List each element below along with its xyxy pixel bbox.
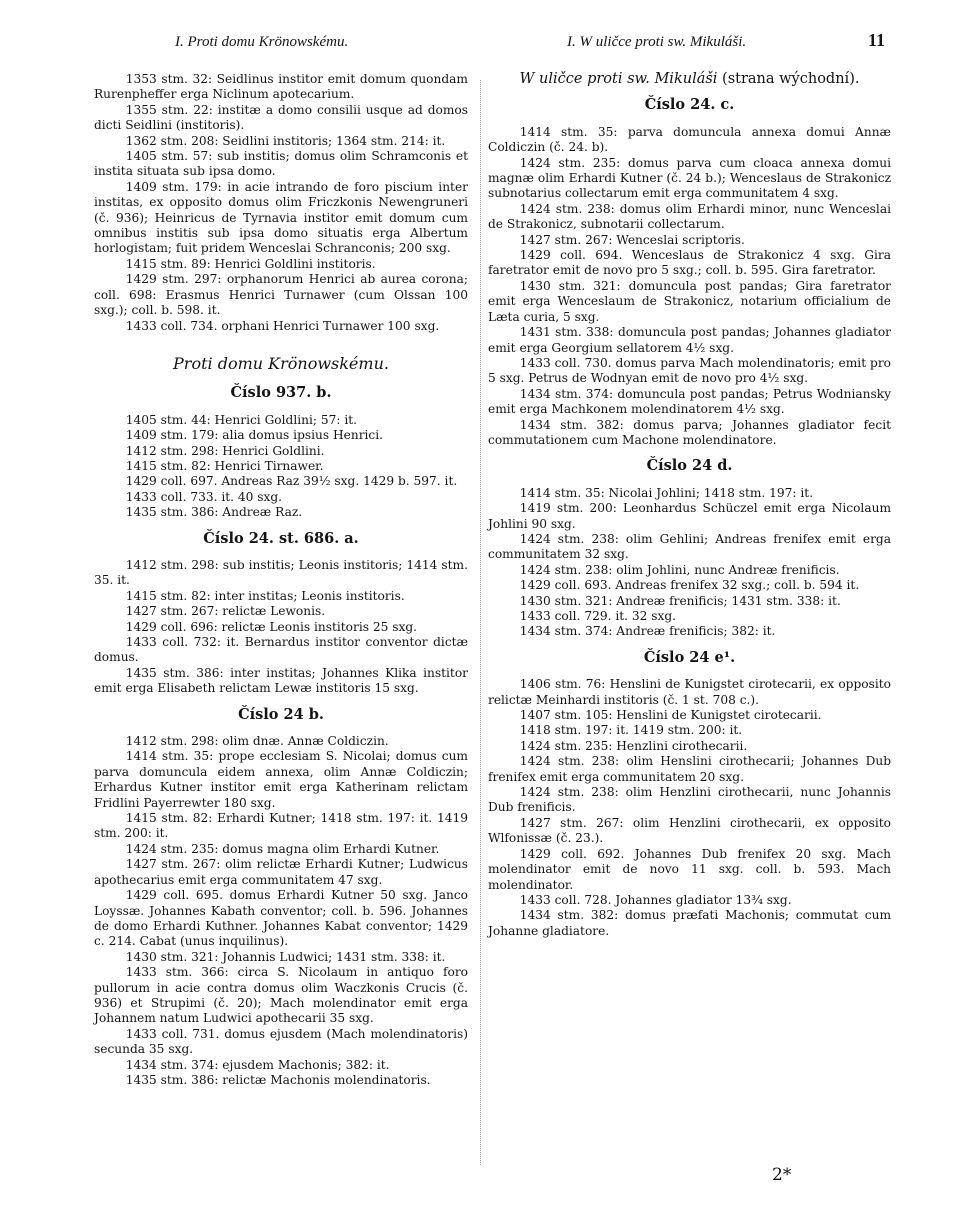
entry: 1434 stm. 382: domus parva; Johannes gladiator fecit commutationem cum Machone molendinatore.	[488, 417, 891, 447]
entry: 1412 stm. 298: Henrici Goldlini.	[125, 443, 325, 458]
entry: 1409 stm. 179: alia domus ipsius Henrici.	[125, 428, 384, 443]
entry: 1434 stm. 382: domus præfati Machonis; commutat cum Johanne gladiatore.	[488, 908, 891, 938]
page-header	[0, 30, 960, 54]
entry: 1419 stm. 200: Leonhardus Schüczel emit erga Nicolaum Johlini 90 sxg.	[488, 501, 891, 531]
entry: 1414 stm. 35: parva domuncula annexa domui Annæ Coldiczin (č. 24. b).	[488, 124, 891, 155]
section-24e1	[488, 650, 891, 939]
entry: 1424 stm. 238: olim Gehlini; Andreas frenifex emit erga communitatem 32 sxg.	[488, 531, 891, 562]
entry: 1434 stm. 374: Andreæ frenificis; 382: it.	[519, 624, 776, 639]
section-heading: Číslo 24 d.	[646, 457, 733, 475]
entry: 1429 coll. 696: relictæ Leonis institoris 25 sxg.	[125, 619, 418, 634]
entry: 1424 stm. 238: domus olim Erhardi minor, nunc Wenceslai de Strakonicz, subnotarii collectarum.	[488, 201, 891, 232]
entry: 1414 stm. 35: prope ecclesiam S. Nicolai; domus cum parva domuncula eidem annexa, olim Annæ Coldiczin; Erhardus Kutner institor emit erga Katherinam relictam Fridlini Payerrewter 180 sxg.	[94, 749, 468, 810]
entry: 1424 stm. 238: olim Johlini, nunc Andreæ frenificis.	[519, 562, 840, 577]
entry: 1415 stm. 82: Henrici Tirnawer.	[125, 458, 324, 473]
entry: 1427 stm. 267: olim Henzlini cirothecarii, ex opposito Wlfonissæ (č. 23.).	[488, 815, 891, 846]
entry: 1405 stm. 57: sub institis; domus olim Schramconis et instita situata sub ipsa domo.	[94, 149, 468, 179]
entry: 1409 stm. 179: in acie intrando de foro piscium inter institas, ex opposito domus olim Friczkonis Newengruneri (č. 936); Heinricus de Tyrnavia institor emit domum cum omnibus institis sub ipsa domo situatis erga Albertum horlogistam; fuit pridem Wenceslai Schranconis; 200 sxg.	[94, 179, 468, 256]
section-heading: Číslo 24 b.	[238, 705, 324, 723]
signature-mark: 2*	[772, 1165, 792, 1185]
entry: 1430 stm. 321: Johannis Ludwici; 1431 stm. 338: it.	[125, 949, 446, 964]
section-heading: Číslo 24 e¹.	[643, 648, 736, 666]
running-head-left: I. Proti domu Krönowskému.	[175, 34, 349, 50]
running-head-right: I. W uličce proti sw. Mikuláši.	[567, 34, 747, 50]
entry: 1353 stm. 32: Seidlinus institor emit domum quondam Rurenpheffer erga Niclinum apotecarium.	[94, 72, 468, 102]
column-divider	[480, 80, 481, 1165]
entry: 1429 coll. 695. domus Erhardi Kutner 50 sxg. Janco Loyssæ. Johannes Kabath conventor; coll. b. 596. Johannes de domo Erhardi Kuthner. Johannes Kabat conventor; 1429 c. 214. Cabat (unus inquilinus).	[94, 888, 468, 949]
entry: 1433 coll. 732: it. Bernardus institor conventor dictæ domus.	[94, 635, 468, 665]
entry: 1433 coll. 730. domus parva Mach molendinatoris; emit pro 5 sxg. Petrus de Wodnyan emit de novo pro 4½ sxg.	[488, 355, 891, 386]
entry: 1427 stm. 267: olim relictæ Erhardi Kutner; Ludwicus apothecarius emit erga communitatem 47 sxg.	[94, 857, 468, 887]
entry: 1412 stm. 298: olim dnæ. Annæ Coldiczin.	[125, 734, 389, 749]
entry: 1429 coll. 694. Wenceslaus de Strakonicz 4 sxg. Gira faretrator emit de novo pro 5 sxg.; coll. b. 595. Gira faretrator.	[488, 248, 891, 278]
entry: 1405 stm. 44: Henrici Goldlini; 57: it.	[125, 412, 358, 427]
entry: 1433 stm. 366: circa S. Nicolaum in antiquo foro pullorum in acie contra domus olim Waczkonis Crucis (č. 936) et Strupimi (č. 20); Mach molendinator emit erga Johannem natum Ludwici apothecarii 35 sxg.	[94, 965, 468, 1026]
section-24d	[488, 458, 891, 639]
section-24a	[94, 531, 468, 697]
entry: 1412 stm. 298: sub institis; Leonis institoris; 1414 stm. 35. it.	[94, 557, 468, 588]
entry: 1429 coll. 697. Andreas Raz 39½ sxg. 1429 b. 597. it.	[125, 474, 458, 489]
entry: 1435 stm. 386: relictæ Machonis molendinatoris.	[125, 1072, 431, 1087]
entry: 1418 stm. 197: it. 1419 stm. 200: it.	[519, 723, 743, 738]
entry: 1435 stm. 386: inter institas; Johannes Klika institor emit erga Elisabeth relictam Lewæ institoris 15 sxg.	[94, 665, 468, 696]
entry: 1415 stm. 89: Henrici Goldlini institoris.	[125, 256, 376, 271]
section-heading: Číslo 24. st. 686. a.	[203, 529, 359, 547]
entry: 1424 stm. 238: olim Henslini cirothecarii; Johannes Dub frenifex emit erga communitatem 20 sxg.	[488, 754, 891, 784]
entry: 1424 stm. 235: domus parva cum cloaca annexa domui magnæ olim Erhardi Kutner (č. 24 b.); Wenceslaus de Strakonicz subnotarius collectarum emit erga communitatem 4 sxg.	[488, 155, 891, 201]
entry: 1435 stm. 386: Andreæ Raz.	[125, 505, 303, 520]
entry: 1415 stm. 82: inter institas; Leonis institoris.	[125, 588, 405, 603]
entry: 1433 coll. 733. it. 40 sxg.	[125, 489, 283, 504]
right-column	[488, 72, 891, 939]
entry: 1355 stm. 22: institæ a domo consilii usque ad domos dicti Seidlini (institoris).	[94, 102, 468, 133]
entry: 1433 coll. 729. it. 32 sxg.	[519, 609, 677, 623]
entry: 1433 coll. 734. orphani Henrici Turnawer 100 sxg.	[125, 318, 440, 333]
entry: 1429 stm. 297: orphanorum Henrici ab aurea corona; coll. 698: Erasmus Henrici Turnawer (cum Olssan 100 sxg.); coll. b. 598. it.	[94, 272, 468, 318]
section-24c	[488, 97, 891, 448]
entry: 1427 stm. 267: Wenceslai scriptoris.	[519, 232, 745, 247]
entry: 1431 stm. 338: domuncula post pandas; Johannes gladiator emit erga Georgium sellatorem 4½ sxg.	[488, 325, 891, 355]
page-number: 11	[868, 30, 886, 50]
entry: 1429 coll. 693. Andreas frenifex 32 sxg.; coll. b. 594 it.	[519, 578, 860, 593]
street-title-name: W uličce proti sw. Mikuláši	[519, 71, 718, 87]
entry: 1434 stm. 374: domuncula post pandas; Petrus Wodniansky emit erga Machkonem molendinatorem 4½ sxg.	[488, 386, 891, 417]
entry: 1424 stm. 235: Henzlini cirothecarii.	[519, 738, 748, 753]
section-937b	[94, 385, 468, 520]
entry: 1424 stm. 235: domus magna olim Erhardi Kutner.	[125, 841, 440, 856]
section-title: Proti domu Krönowskému.	[173, 353, 389, 373]
entry: 1424 stm. 238: olim Henzlini cirothecarii, nunc Johannis Dub frenificis.	[488, 785, 891, 815]
section-heading: Číslo 24. c.	[644, 96, 735, 114]
entry: 1406 stm. 76: Henslini de Kunigstet cirotecarii, ex opposito relictæ Meinhardi institoris (č. 1 st. 708 c.).	[488, 677, 891, 707]
entries-top	[94, 72, 468, 334]
entry: 1407 stm. 105: Henslini de Kunigstet cirotecarii.	[519, 708, 822, 723]
entry: 1427 stm. 267: relictæ Lewonis.	[125, 604, 326, 619]
entry: 1415 stm. 82: Erhardi Kutner; 1418 stm. 197: it. 1419 stm. 200: it.	[94, 811, 468, 841]
entry: 1362 stm. 208: Seidlini institoris; 1364 stm. 214: it.	[125, 133, 446, 148]
entry: 1414 stm. 35: Nicolai Johlini; 1418 stm. 197: it.	[519, 485, 814, 500]
entry: 1433 coll. 731. domus ejusdem (Mach molendinatoris) secunda 35 sxg.	[94, 1026, 468, 1057]
entry: 1429 coll. 692. Johannes Dub frenifex 20 sxg. Mach molendinator emit de novo 11 sxg. coll. b. 593. Mach molendinator.	[488, 846, 891, 892]
entry: 1433 coll. 728. Johannes gladiator 13¾ sxg.	[519, 892, 792, 907]
entry: 1430 stm. 321: Andreæ frenificis; 1431 stm. 338: it.	[519, 593, 841, 608]
section-heading: Číslo 937. b.	[230, 384, 332, 402]
street-title	[488, 72, 891, 87]
entry: 1434 stm. 374: ejusdem Machonis; 382: it.	[125, 1057, 390, 1072]
street-title-side: (strana wýchodní).	[717, 71, 860, 87]
left-column	[94, 72, 468, 1088]
entry: 1430 stm. 321: domuncula post pandas; Gira faretrator emit erga Wenceslaum de Strakonicz, notarium officialium de Læta curia, 5 sxg.	[488, 278, 891, 324]
section-24b	[94, 707, 468, 1089]
